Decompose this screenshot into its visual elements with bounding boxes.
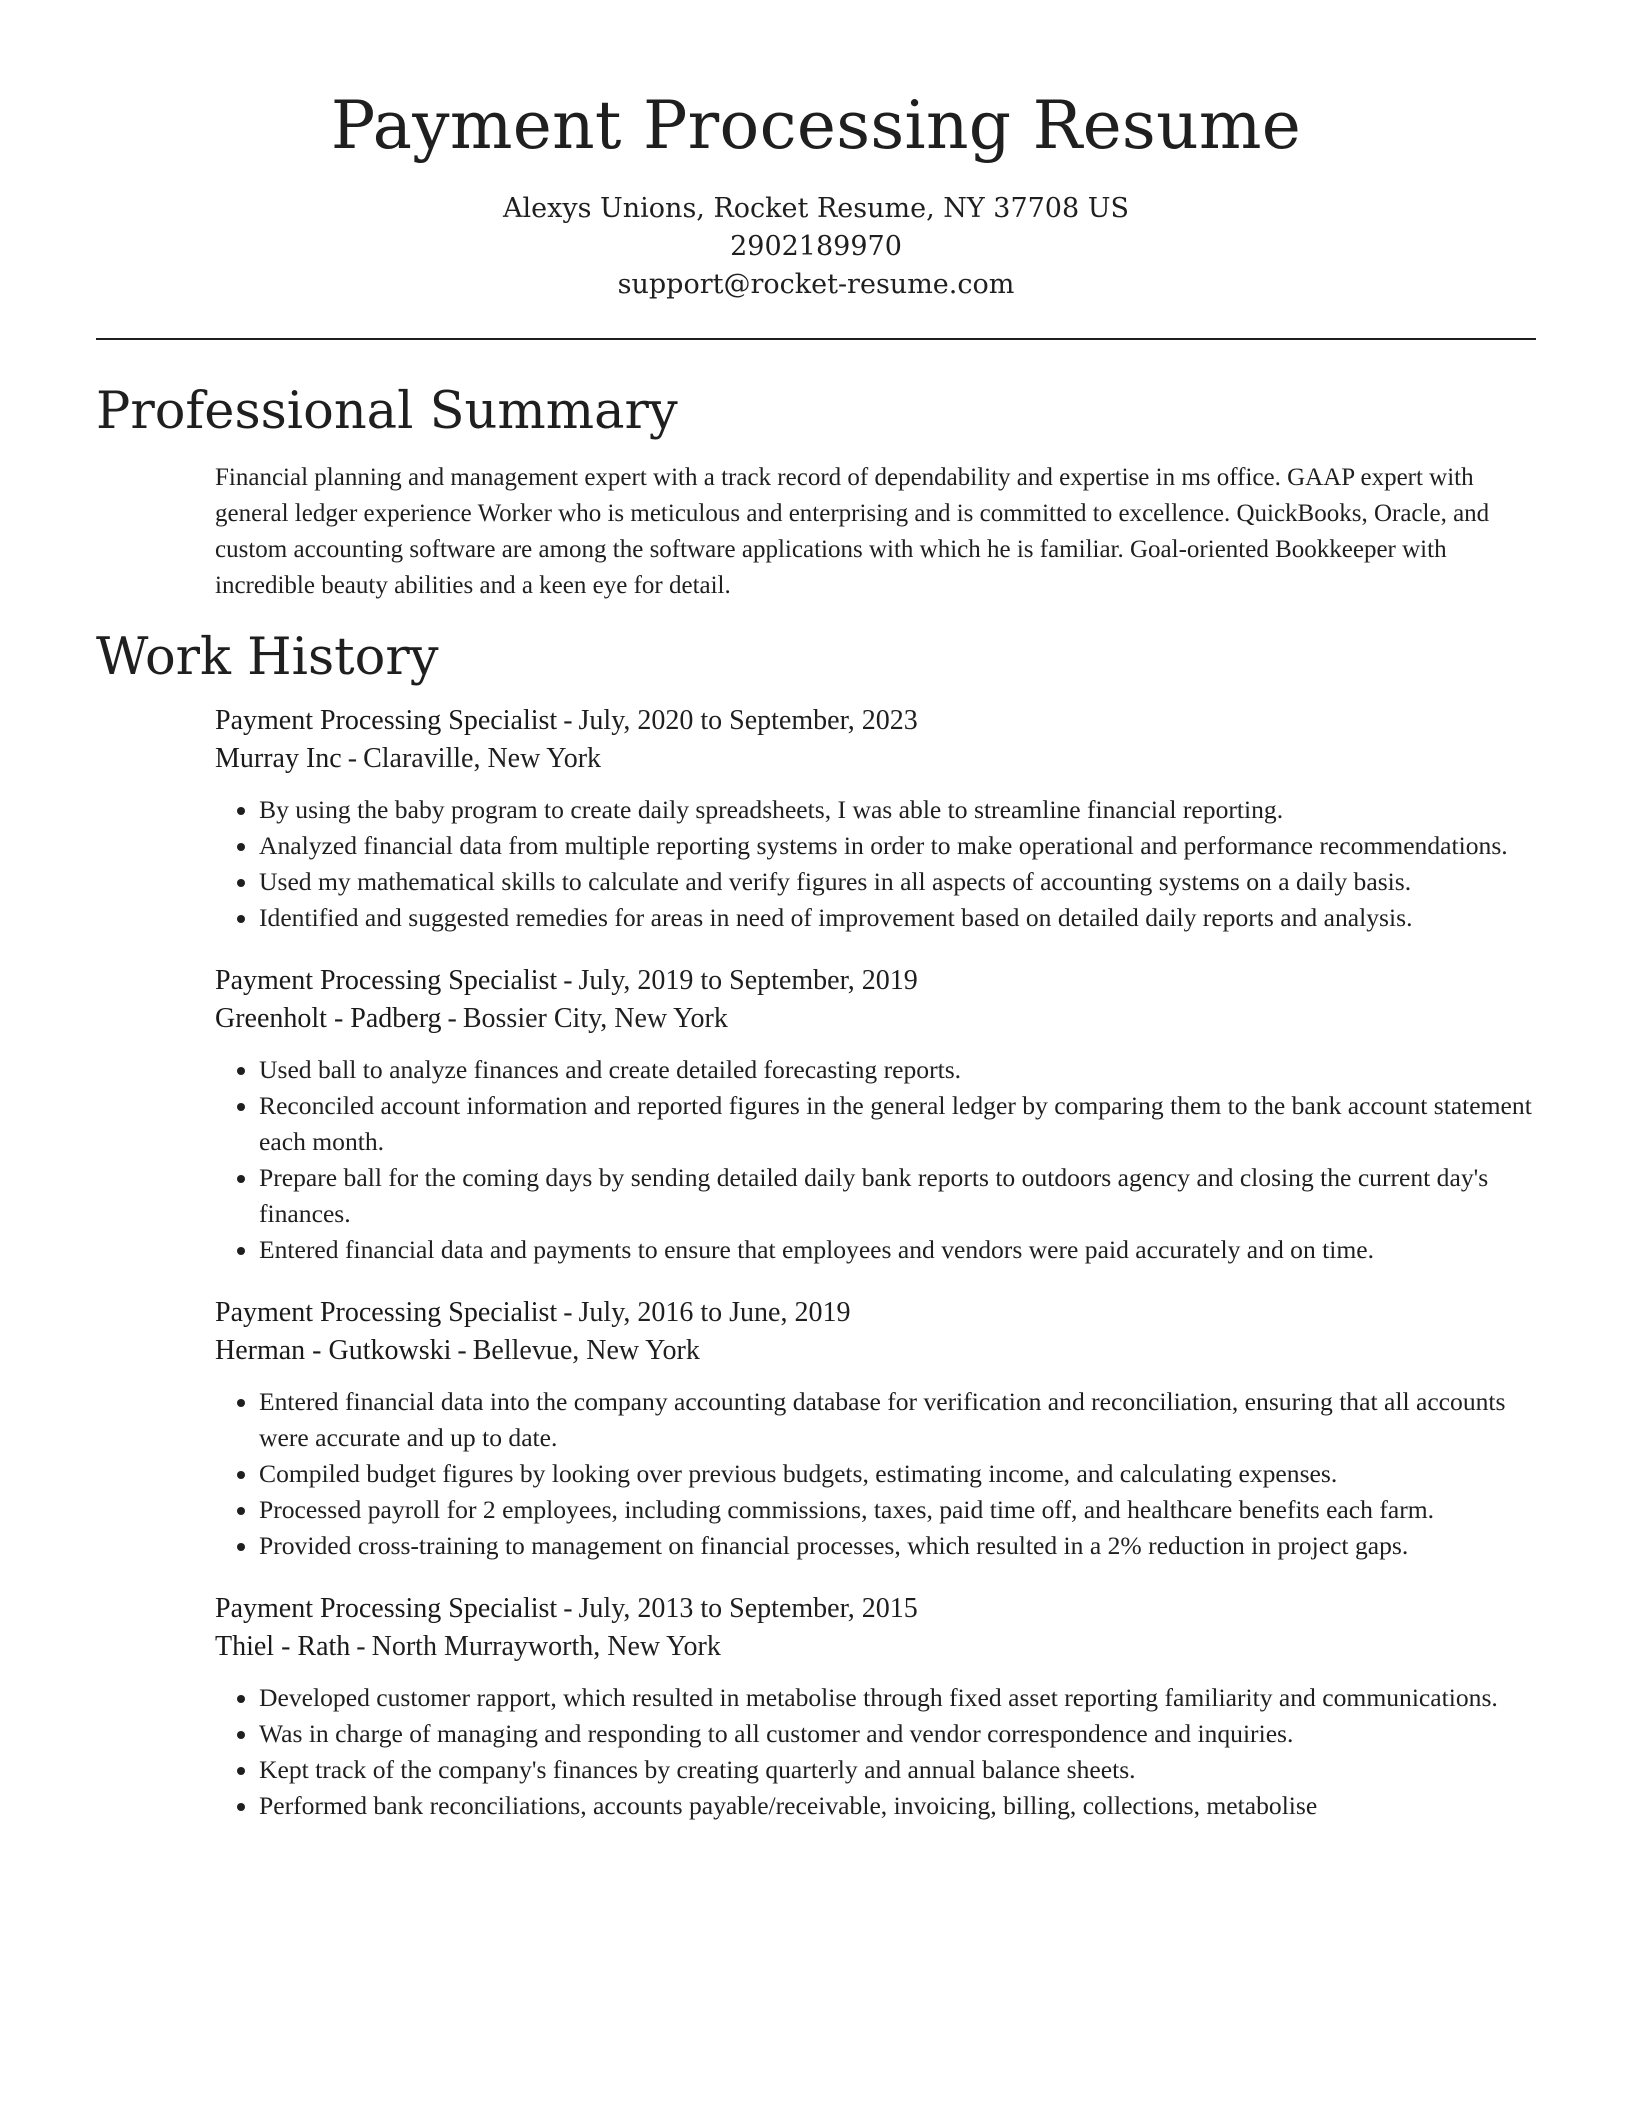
job-location: Bossier City, New York (462, 1003, 728, 1034)
header-divider (96, 338, 1536, 340)
resume-header (0, 0, 1632, 304)
job-location: North Murrayworth, New York (371, 1631, 721, 1662)
summary-text: Financial planning and management expert with a track record of dependability and expertise in ms office. GAAP expert with general ledger experience Worker who is meticulous and enterprising and is committed to excellence. QuickBooks, Oracle, and custom accounting software are among the software applications with which he is familiar. Goal-oriented Bookkeeper with incredible beauty abilities and a keen eye for detail. (215, 464, 1490, 599)
job-dates: July, 2020 to September, 2023 (578, 705, 918, 736)
separator: - (563, 1297, 573, 1328)
job-entry (215, 1294, 1536, 1564)
job-title: Payment Processing Specialist (215, 1297, 558, 1328)
job-bullet: • Reconciled account information and reported figures in the general ledger by comparing them to the bank account statement each month. (259, 1088, 1536, 1160)
separator: - (347, 743, 358, 774)
job-entry (215, 1590, 1536, 1824)
work-history-heading: Work History (96, 628, 439, 687)
job-title: Payment Processing Specialist (215, 1593, 558, 1624)
job-bullet: • Compiled budget figures by looking over previous budgets, estimating income, and calculating expenses. (259, 1456, 1536, 1492)
job-dates: July, 2016 to June, 2019 (578, 1297, 851, 1328)
job-bullet: • Analyzed financial data from multiple reporting systems in order to make operational and performance recommendations. (259, 828, 1536, 864)
job-company: Thiel - Rath (215, 1631, 351, 1662)
separator: - (447, 1003, 457, 1034)
job-bullet: • Identified and suggested remedies for areas in need of improvement based on detailed daily reports and analysis. (259, 900, 1536, 936)
job-title: Payment Processing Specialist (215, 705, 558, 736)
job-bullet: • Kept track of the company's finances by creating quarterly and annual balance sheets. (259, 1752, 1536, 1788)
job-company: Murray Inc (215, 743, 342, 774)
job-bullet: • Processed payroll for 2 employees, including commissions, taxes, paid time off, and healthcare benefits each farm. (259, 1492, 1536, 1528)
contact-address: Alexys Unions, Rocket Resume, NY 37708 US (502, 193, 1129, 224)
job-title-line (215, 1294, 1536, 1332)
job-company-line (215, 1332, 1536, 1370)
job-location: Bellevue, New York (472, 1335, 700, 1366)
job-bullets (215, 1384, 1536, 1564)
job-bullet: • Developed customer rapport, which resulted in metabolise through fixed asset reporting familiarity and communications. (259, 1680, 1536, 1716)
job-bullets (215, 1052, 1536, 1268)
job-entry (215, 702, 1536, 936)
job-bullet: • Used ball to analyze finances and create detailed forecasting reports. (259, 1052, 1536, 1088)
job-title: Payment Processing Specialist (215, 965, 558, 996)
job-bullet: • By using the baby program to create daily spreadsheets, I was able to streamline financial reporting. (259, 792, 1536, 828)
job-company-line (215, 740, 1536, 778)
job-company-line (215, 1628, 1536, 1666)
job-bullet: • Provided cross-training to management on financial processes, which resulted in a 2% reduction in project gaps. (259, 1528, 1536, 1564)
resume-title: Payment Processing Resume (330, 87, 1302, 164)
job-bullet: • Performed bank reconciliations, accounts payable/receivable, invoicing, billing, collections, metabolise (259, 1788, 1536, 1824)
job-entry (215, 962, 1536, 1268)
job-bullets (215, 1680, 1536, 1824)
contact-phone: 2902189970 (730, 231, 902, 262)
job-location: Claraville, New York (363, 743, 602, 774)
contact-email: support@rocket-resume.com (617, 269, 1015, 300)
separator: - (457, 1335, 467, 1366)
job-title-line (215, 702, 1536, 740)
summary-heading: Professional Summary (96, 382, 678, 441)
job-bullet: • Entered financial data and payments to ensure that employees and vendors were paid accurately and on time. (259, 1232, 1536, 1268)
contact-block (0, 190, 1632, 304)
job-bullet: • Used my mathematical skills to calculate and verify figures in all aspects of accounting systems on a daily basis. (259, 864, 1536, 900)
job-company-line (215, 1000, 1536, 1038)
work-history-list (215, 702, 1536, 1824)
separator: - (563, 965, 573, 996)
separator: - (563, 705, 573, 736)
job-dates: July, 2019 to September, 2019 (578, 965, 918, 996)
job-bullet: • Entered financial data into the company accounting database for verification and reconciliation, ensuring that all accounts were accurate and up to date. (259, 1384, 1536, 1456)
job-bullets (215, 792, 1536, 936)
job-company: Herman - Gutkowski (215, 1335, 452, 1366)
job-bullet: • Prepare ball for the coming days by sending detailed daily bank reports to outdoors agency and closing the current day's finances. (259, 1160, 1536, 1232)
separator: - (563, 1593, 573, 1624)
job-title-line (215, 1590, 1536, 1628)
job-title-line (215, 962, 1536, 1000)
job-company: Greenholt - Padberg (215, 1003, 442, 1034)
job-bullet: • Was in charge of managing and responding to all customer and vendor correspondence and inquiries. (259, 1716, 1536, 1752)
job-dates: July, 2013 to September, 2015 (578, 1593, 918, 1624)
separator: - (356, 1631, 366, 1662)
